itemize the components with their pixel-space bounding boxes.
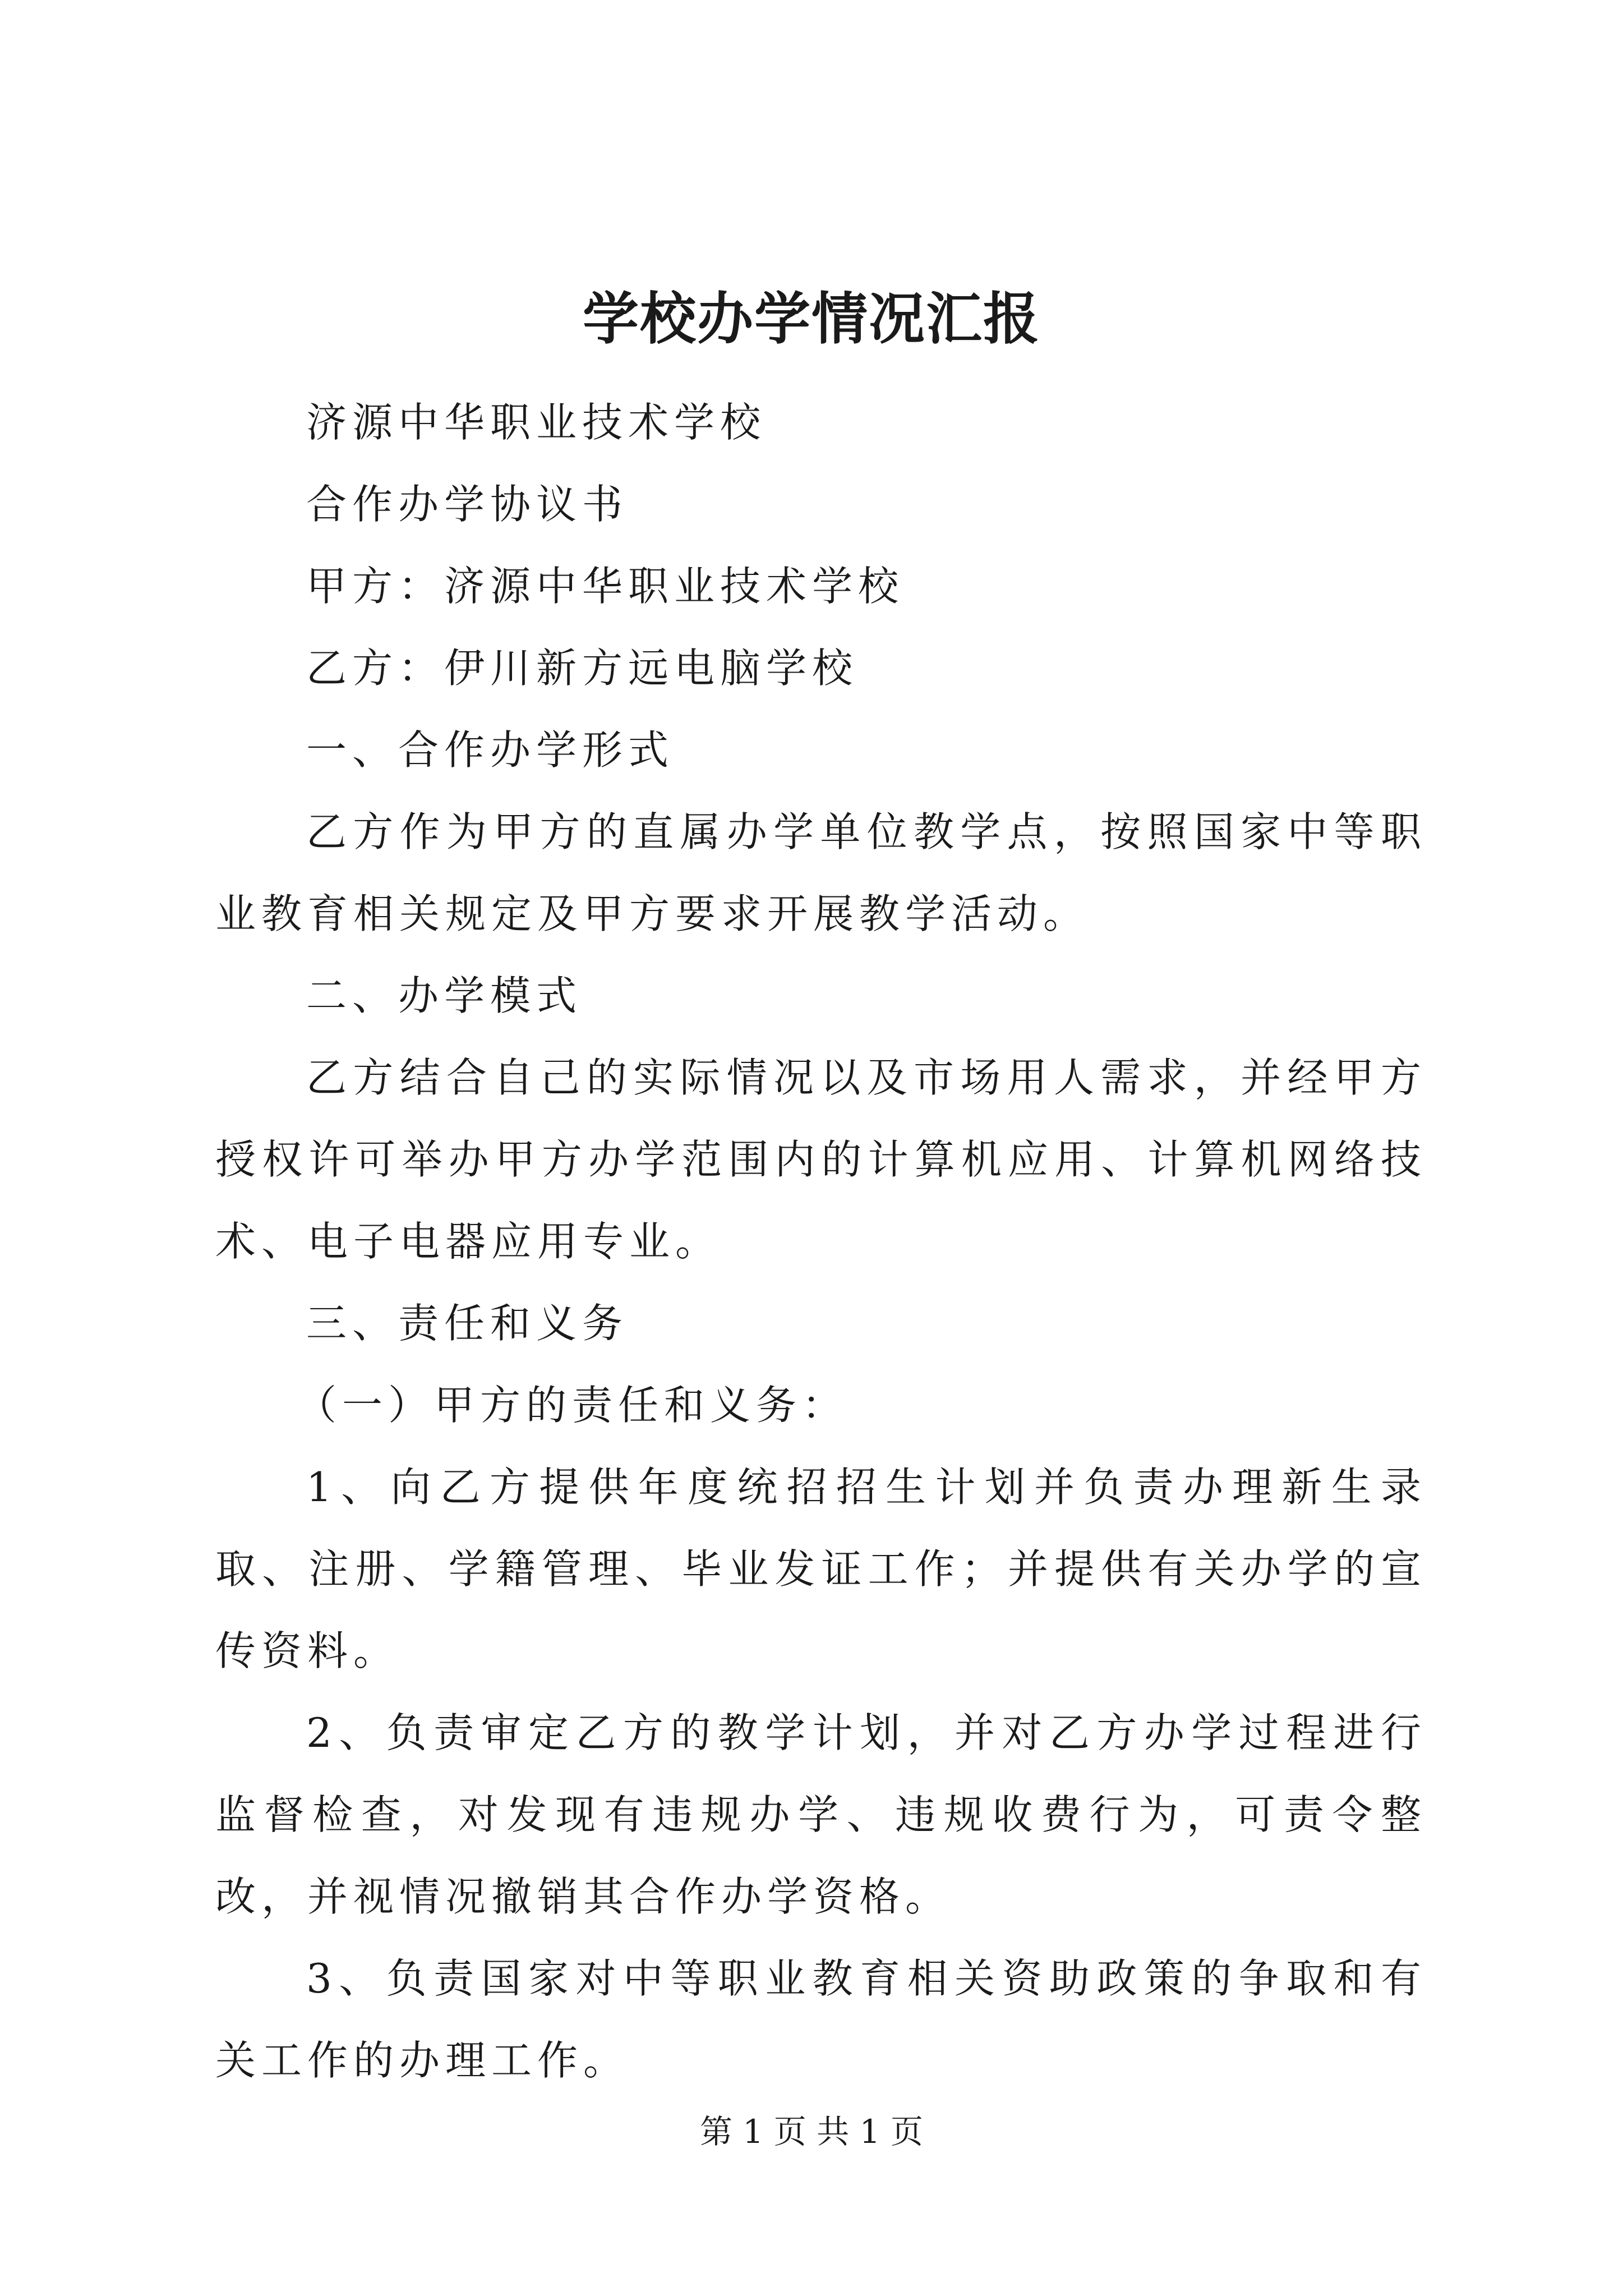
section-paragraph-2: 乙方结合自己的实际情况以及市场用人需求，并经甲方授权许可举办甲方办学范围内的计算机应用、计算机网络技术、电子电器应用专业。: [215, 1054, 1427, 1265]
list-item-3: 3、负责国家对中等职业教育相关资助政策的争取和有关工作的办理工作。: [215, 1955, 1427, 2084]
document-body: [215, 381, 1427, 2101]
document-title: 学校办学情况汇报: [583, 286, 1040, 352]
school-name-line: 济源中华职业技术学校: [306, 399, 767, 446]
page-footer: 第 1 页 共 1 页: [700, 2113, 923, 2151]
section-heading-1: 一、合作办学形式: [306, 726, 675, 774]
list-item-2: 2、负责审定乙方的教学计划，并对乙方办学过程进行监督检查，对发现有违规办学、违规收费行为，可责令整改，并视情况撤销其合作办学资格。: [215, 1709, 1427, 1920]
party-b-line: 乙方：伊川新方远电脑学校: [306, 645, 859, 692]
agreement-heading: 合作办学协议书: [306, 481, 629, 528]
section-heading-2: 二、办学模式: [306, 972, 583, 1019]
party-a-line: 甲方：济源中华职业技术学校: [306, 563, 905, 610]
section-heading-3: 三、责任和义务: [306, 1300, 629, 1347]
subsection-heading: （一）甲方的责任和义务：: [296, 1382, 849, 1429]
section-paragraph-1: 乙方作为甲方的直属办学单位教学点，按照国家中等职业教育相关规定及甲方要求开展教学活动。: [215, 808, 1427, 937]
list-item-1: 1、向乙方提供年度统招招生计划并负责办理新生录取、注册、学籍管理、毕业发证工作；并提供有关办学的宣传资料。: [215, 1464, 1427, 1674]
